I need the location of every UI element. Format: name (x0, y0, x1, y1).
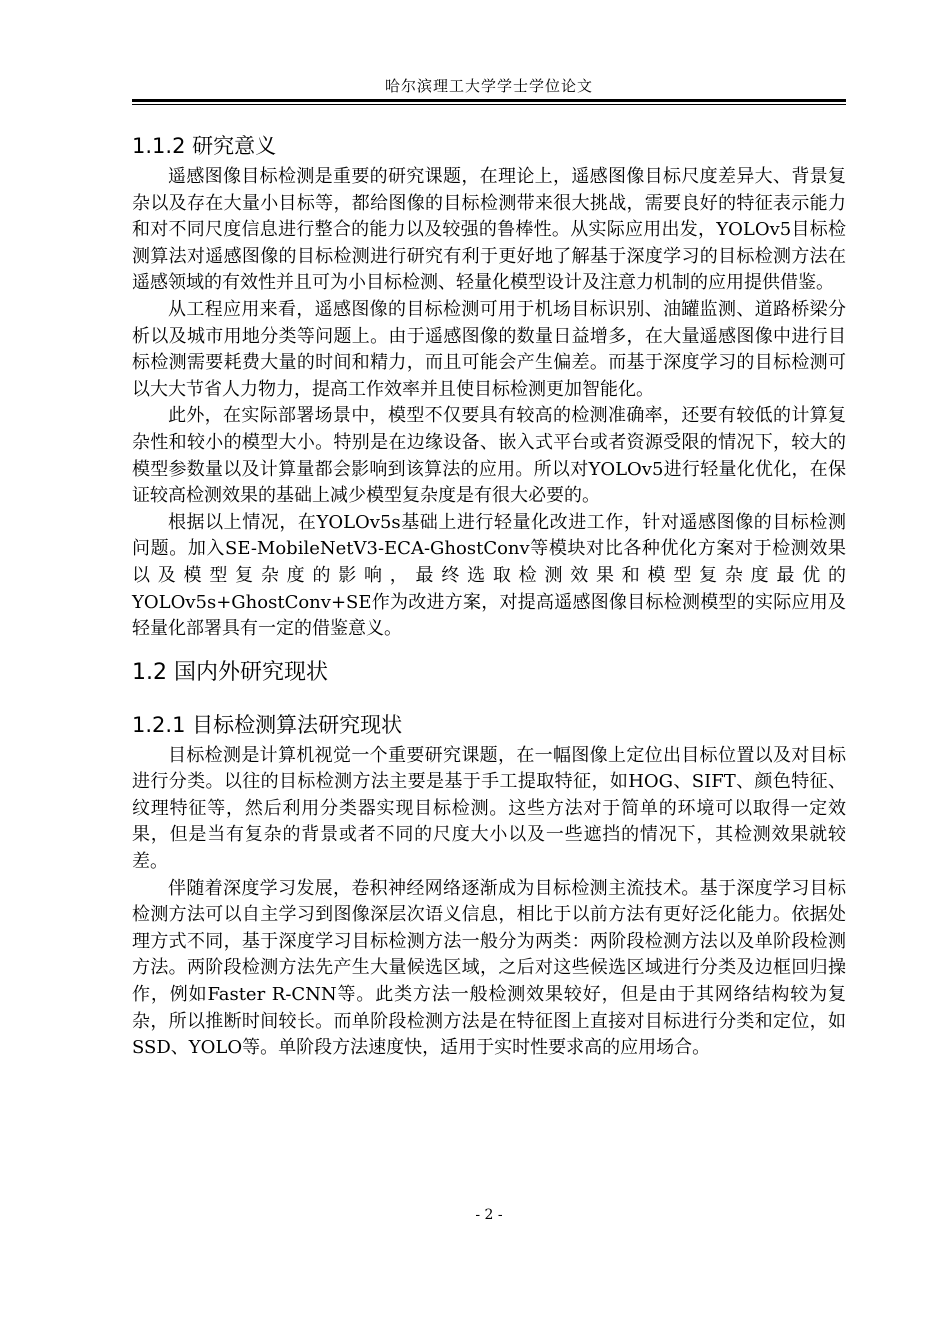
heading-1-1-2: 1.1.2 研究意义 (132, 134, 277, 158)
page-number: - 2 - (475, 1207, 503, 1223)
paragraph: 伴随着深度学习发展，卷积神经网络逐渐成为目标检测主流技术。基于深度学习目标检测方法可以自主学习到图像深层次语义信息，相比于以前方法有更好泛化能力。依据处理方式不同，基于深度学习目标检测方法一般分为两类：两阶段检测方法以及单阶段检测方法。两阶段检测方法先产生大量候选区域，之后对这些候选区域进行分类及边框回归操作，例如Faster R-CNN等。此类方法一般检测效果较好，但是由于其网络结构较为复杂，所以推断时间较长。而单阶段检测方法是在特征图上直接对目标进行分类和定位，如SSD、YOLO等。单阶段方法速度快，适用于实时性要求高的应用场合。 (132, 877, 846, 1059)
paragraph: 从工程应用来看，遥感图像的目标检测可用于机场目标识别、油罐监测、道路桥梁分析以及城市用地分类等问题上。由于遥感图像的数量日益增多，在大量遥感图像中进行目标检测需要耗费大量的时间和精力，而且可能会产生偏差。而基于深度学习的目标检测可以大大节省人力物力，提高工作效率并且使目标检测更加智能化。 (132, 298, 846, 400)
paragraph: 遥感图像目标检测是重要的研究课题，在理论上，遥感图像目标尺度差异大、背景复杂以及存在大量小目标等，都给图像的目标检测带来很大挑战，需要良好的特征表示能力和对不同尺度信息进行整合的能力以及较强的鲁棒性。从实际应用出发，YOLOv5目标检测算法对遥感图像的目标检测进行研究有利于更好地了解基于深度学习的目标检测方法在遥感领域的有效性并且可为小目标检测、轻量化模型设计及注意力机制的应用提供借鉴。 (132, 166, 846, 294)
body-text (132, 128, 846, 1062)
paragraph: 目标检测是计算机视觉一个重要研究课题，在一幅图像上定位出目标位置以及对目标进行分类。以往的目标检测方法主要是基于手工提取特征，如HOG、SIFT、颜色特征、纹理特征等，然后利用分类器实现目标检测。这些方法对于简单的环境可以取得一定效果，但是当有复杂的背景或者不同的尺度大小以及一些遮挡的情况下，其检测效果就较差。 (132, 744, 846, 873)
header-rule-thin (132, 104, 846, 105)
running-header: 哈尔滨理工大学学士学位论文 (384, 77, 593, 95)
heading-1-2-1: 1.2.1 目标检测算法研究现状 (132, 712, 403, 737)
paragraph: 根据以上情况，在YOLOv5s基础上进行轻量化改进工作，针对遥感图像的目标检测问题。加入SE-MobileNetV3-ECA-GhostConv等模块对比各种优化方案对于检测效果以及模型复杂度的影响，最终选取检测效果和模型复杂度最优的YOLOv5s+GhostConv+SE作为改进方案，对提高遥感图像目标检测模型的实际应用及轻量化部署具有一定的借鉴意义。 (132, 511, 846, 640)
heading-1-2: 1.2 国内外研究现状 (132, 659, 328, 685)
header-rule-thick (132, 99, 846, 102)
paragraph: 此外，在实际部署场景中，模型不仅要具有较高的检测准确率，还要有较低的计算复杂性和较小的模型大小。特别是在边缘设备、嵌入式平台或者资源受限的情况下，较大的模型参数量以及计算量都会影响到该算法的应用。所以对YOLOv5进行轻量化优化，在保证较高检测效果的基础上减少模型复杂度是有很大必要的。 (132, 405, 846, 507)
